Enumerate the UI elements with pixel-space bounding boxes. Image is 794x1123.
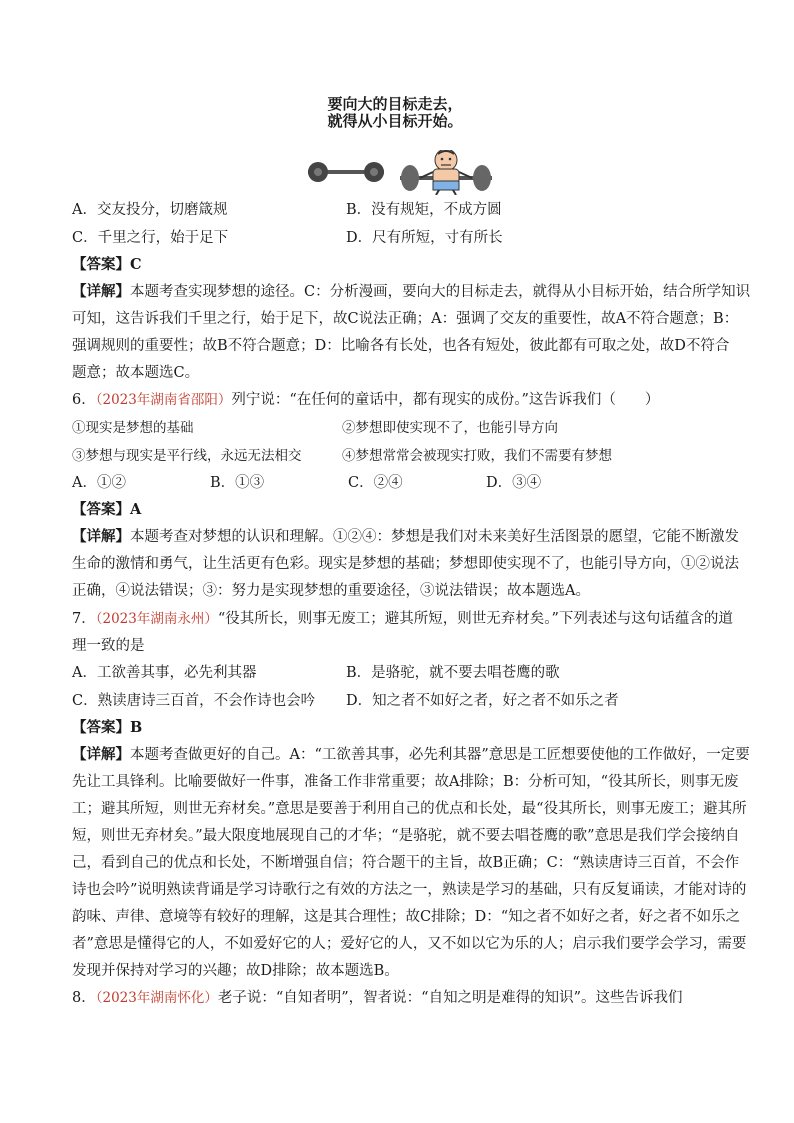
q6-statement-1: ①现实是梦想的基础 xyxy=(72,420,194,436)
dumbbell-icon xyxy=(308,162,384,182)
q7-analysis-label: 【详解】 xyxy=(72,746,130,763)
q6-option-a: A．①② xyxy=(72,475,126,491)
cartoon-caption-line2: 就得从小目标开始。 xyxy=(327,112,463,130)
q7-option-d: D．知之者不如好之者，好之者不如乐之者 xyxy=(346,693,619,709)
q6-option-b: B．①③ xyxy=(210,475,265,491)
q6-option-c: C．②④ xyxy=(348,475,403,491)
q7-analysis-line-8: 者”意思是懂得它的人，不如爱好它的人；爱好它的人，又不如以它为乐的人；启示我们要学会学习，需要 xyxy=(72,936,747,952)
q6-source: （2023年湖南省邵阳） xyxy=(95,392,232,408)
q7-analysis-line-4: 短，则世无弃材矣。”最大限度地展现自己的才华；“是骆驼，就不要去唱苍鹰的歌”意思是我们学会接纳自 xyxy=(72,828,740,844)
q7-stem-line-1: 7．（2023年湖南永州）“役其所长，则事无废工；避其所短，则世无弃材矣。”下列表述与这句话蕴含的道 xyxy=(72,611,733,627)
q5-analysis-line-4: 题意；故本题选C。 xyxy=(72,365,200,381)
q7-option-b: B．是骆驼，就不要去唱苍鹰的歌 xyxy=(346,665,560,681)
q7-option-a: A．工欲善其事，必先利其器 xyxy=(72,665,257,681)
q7-answer: 【答案】B xyxy=(72,719,143,736)
q7-analysis-line-2: 先让工具锋利。比喻要做好一件事，准备工作非常重要；故A排除；B：分析可知，“役其所长，则事无废 xyxy=(72,774,739,790)
q6-option-d: D．③④ xyxy=(486,475,542,491)
q6-analysis-line-3: 正确，④说法错误；③：努力是实现梦想的重要途径，③说法错误；故本题选A。 xyxy=(72,583,590,599)
q7-analysis-line-1: 【详解】本题考查做更好的自己。A：“工欲善其事，必先利其器”意思是工匠想要使他的工作做好，一定要 xyxy=(72,746,750,763)
q5-option-b: B．没有规矩，不成方圆 xyxy=(346,202,502,218)
q7-option-c: C．熟读唐诗三百首，不会作诗也会吟 xyxy=(72,693,316,709)
q6-analysis-line-1: 【详解】本题考查对梦想的认识和理解。①②④：梦想是我们对未来美好生活图景的愿望，它能不断激发 xyxy=(72,528,739,545)
q5-analysis-line-1: 【详解】本题考查实现梦想的途径。C：分析漫画，要向大的目标走去，就得从小目标开始，结合所学知识 xyxy=(72,283,751,300)
q7-analysis-line-3: 工；避其所短，则世无弃材矣。”意思是要善于利用自己的优点和长处，最“役其所长，则事无废工；避其所 xyxy=(72,801,747,817)
q7-analysis-line-9: 发现并保持对学习的兴趣；故D排除；故本题选B。 xyxy=(72,963,399,979)
q5-analysis-line-3: 强调规则的重要性；故B不符合题意；D：比喻各有长处，也各有短处，彼此都有可取之处，故D不符合 xyxy=(72,338,730,354)
q6-analysis-label: 【详解】 xyxy=(72,528,130,545)
q5-analysis-line-2: 可知，这告诉我们千里之行，始于足下，故C说法正确；A：强调了交友的重要性，故A不符合题意；B： xyxy=(72,311,739,327)
weightlifter-icon xyxy=(400,150,492,195)
q5-option-a: A．交友投分，切磨箴规 xyxy=(72,202,228,218)
q6-statement-2: ②梦想即使实现不了，也能引导方向 xyxy=(342,420,558,436)
q6-statement-3: ③梦想与现实是平行线，永远无法相交 xyxy=(72,448,302,464)
q7-analysis-line-7: 韵味、声律、意境等有较好的理解，这是其合理性；故C排除；D：“知之者不如好之者，好之者不如乐之 xyxy=(72,909,741,925)
q6-stem: 6．（2023年湖南省邵阳）列宁说：“在任何的童话中，都有现实的成份。”这告诉我们（ ） xyxy=(72,392,660,408)
q5-answer: 【答案】C xyxy=(72,256,142,273)
q6-answer: 【答案】A xyxy=(72,501,142,518)
q7-stem-line-2: 理一致的是 xyxy=(72,638,145,654)
q8-stem: 8．（2023年湖南怀化）老子说：“自知者明”，智者说：“自知之明是难得的知识”。这些告诉我们 xyxy=(72,990,683,1006)
cartoon-caption-line1: 要向大的目标走去， xyxy=(327,95,463,113)
q5-option-d: D．尺有所短，寸有所长 xyxy=(346,230,503,246)
q6-analysis-line-2: 生命的激情和勇气，让生活更有色彩。现实是梦想的基础；梦想即使实现不了，也能引导方向，①②说法 xyxy=(72,556,739,572)
q7-analysis-line-6: 诗也会吟”说明熟读背诵是学习诗歌行之有效的方法之一，熟读是学习的基础，只有反复诵读，才能对诗的 xyxy=(72,882,747,898)
q8-source: （2023年湖南怀化） xyxy=(95,990,218,1006)
q7-source: （2023年湖南永州） xyxy=(95,611,218,627)
q7-analysis-line-5: 己，看到自己的优点和长处，不断增强自信；符合题干的主旨，故B正确；C：“熟读唐诗三百首，不会作 xyxy=(72,855,740,871)
q5-option-c: C．千里之行，始于足下 xyxy=(72,230,229,246)
q5-analysis-label: 【详解】 xyxy=(72,283,130,300)
q6-statement-4: ④梦想常常会被现实打败，我们不需要有梦想 xyxy=(342,448,612,464)
cartoon-illustration xyxy=(300,150,500,195)
